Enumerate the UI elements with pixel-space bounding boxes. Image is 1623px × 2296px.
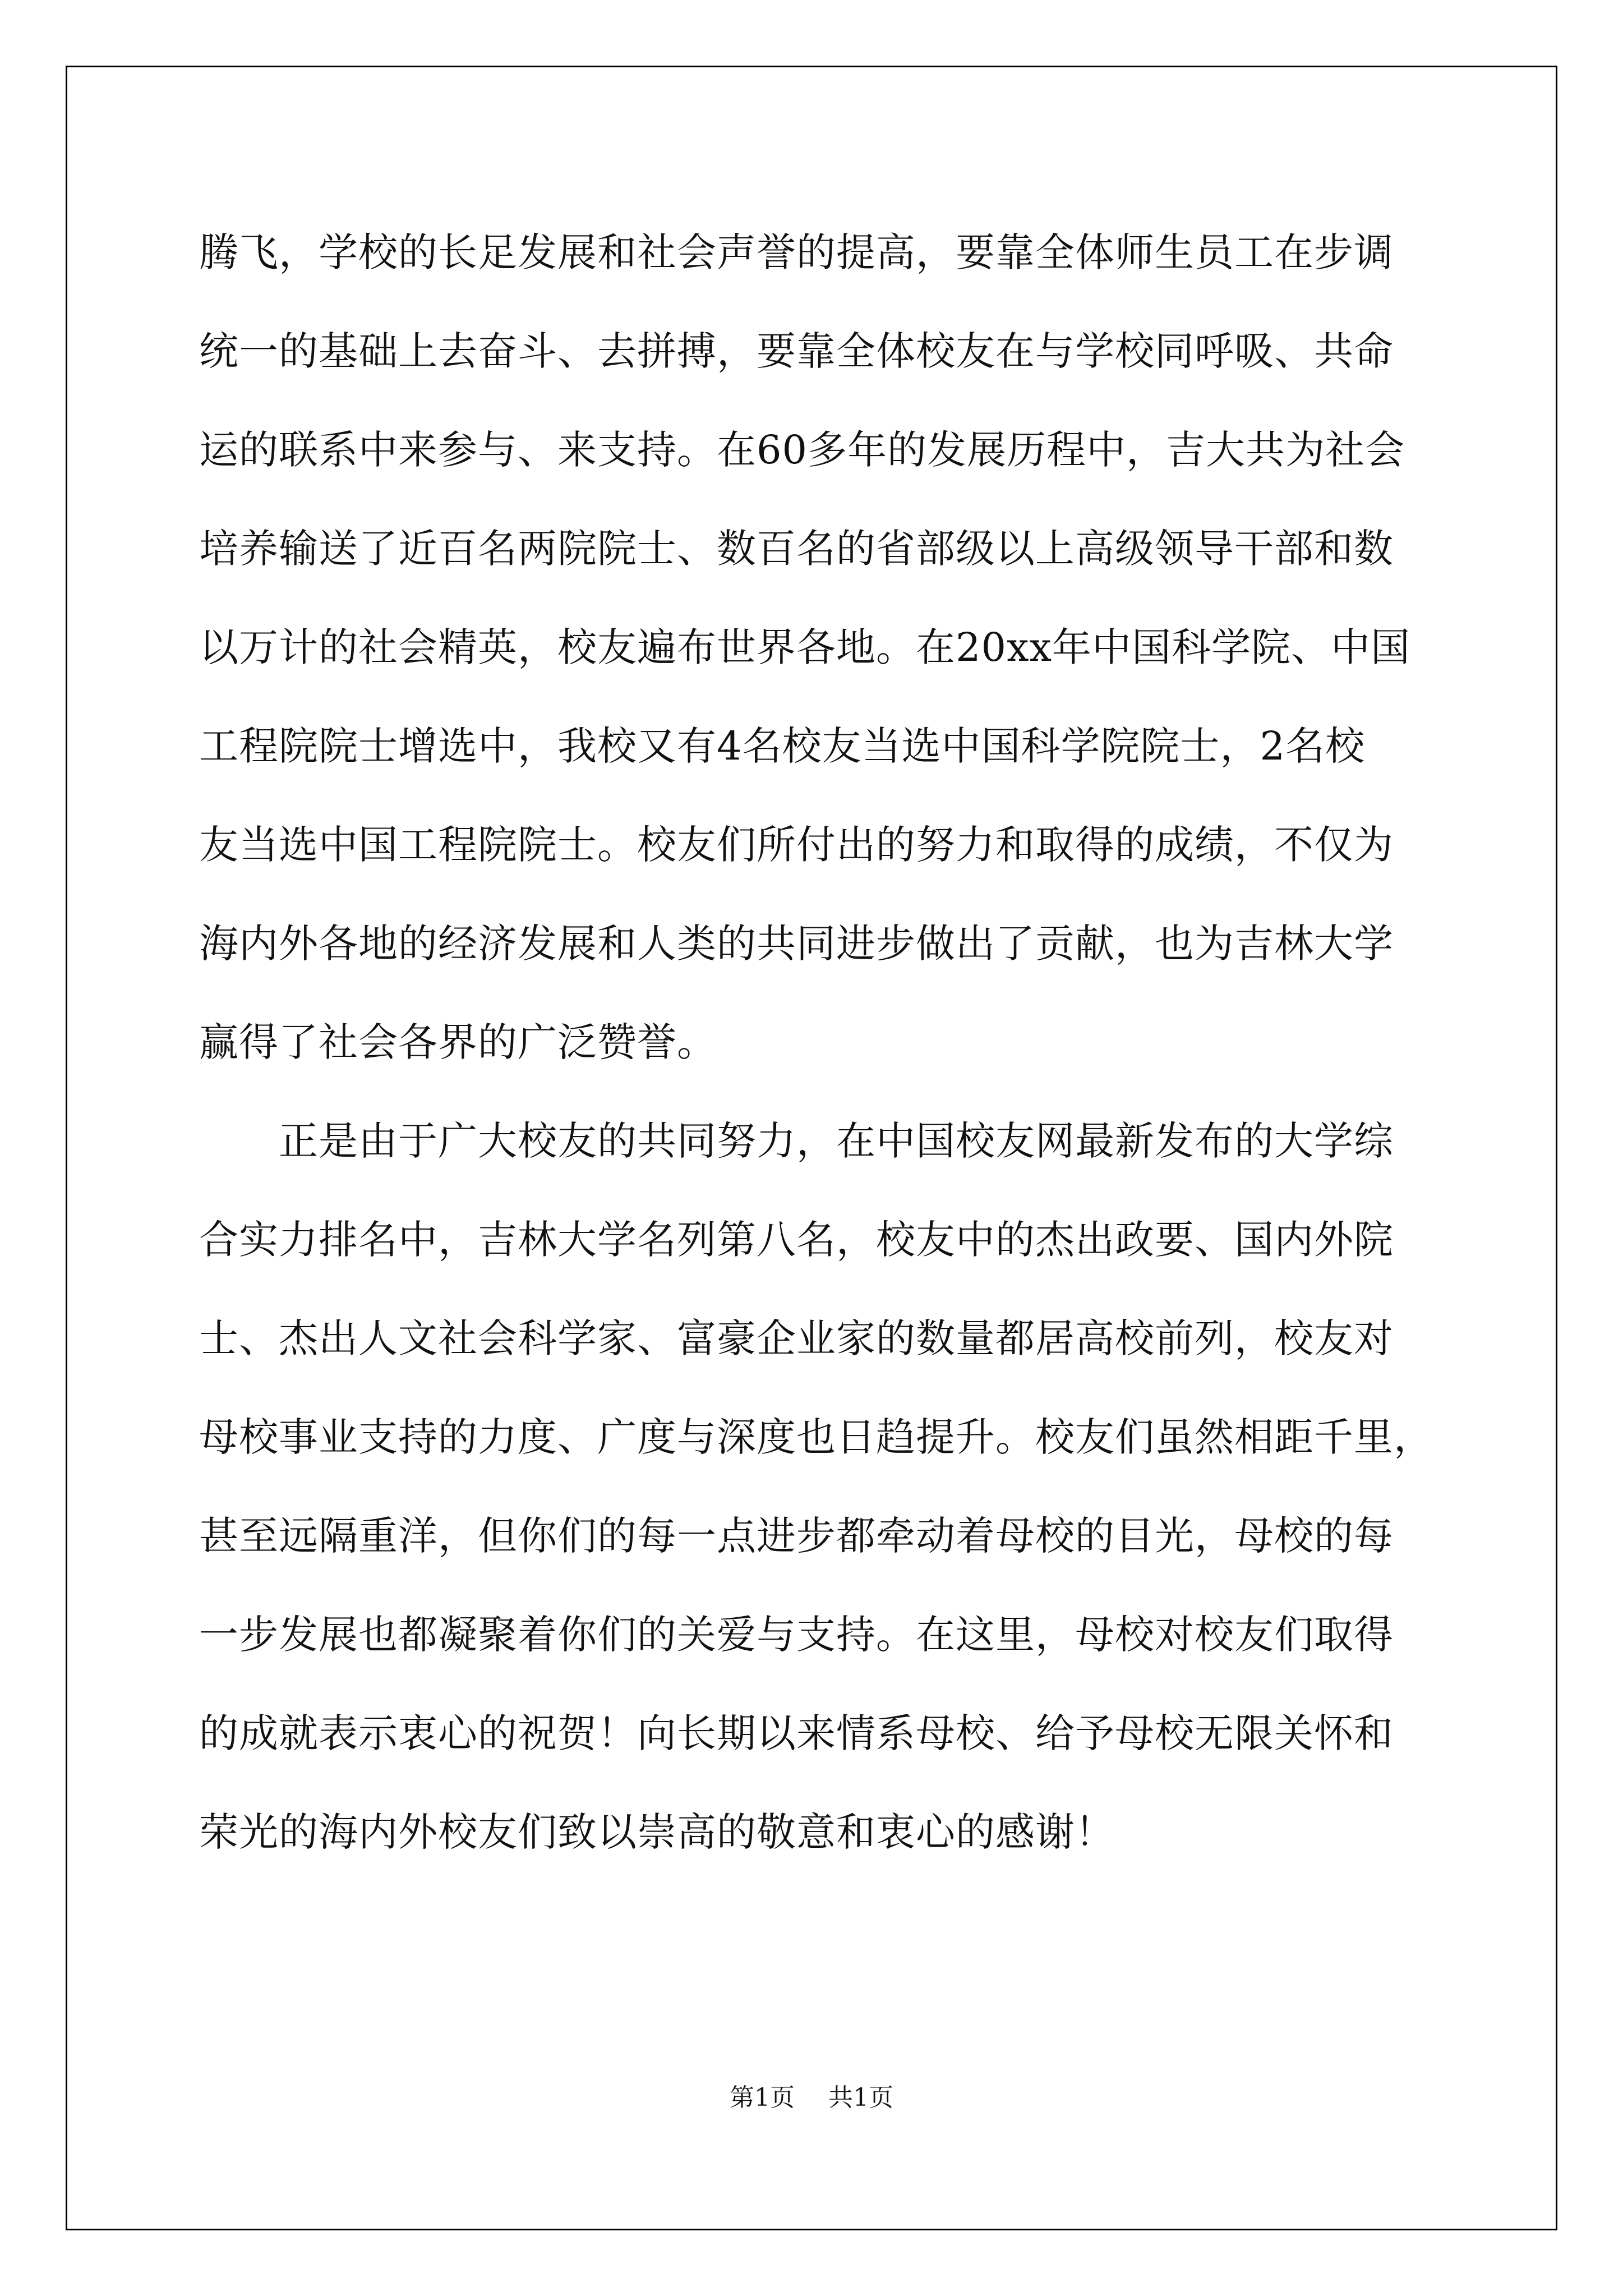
text-line: 以万计的社会精英，校友遍布世界各地。在20xx年中国科学院、中国 bbox=[199, 624, 1411, 670]
text-line: 合实力排名中，吉林大学名列第八名，校友中的杰出政要、国内外院 bbox=[199, 1217, 1394, 1263]
text-line: 一步发展也都凝聚着你们的关爱与支持。在这里，母校对校友们取得 bbox=[199, 1612, 1394, 1658]
text-line: 统一的基础上去奋斗、去拼搏，要靠全体校友在与学校同呼吸、共命 bbox=[199, 328, 1394, 374]
text-line: 的成就表示衷心的祝贺！向长期以来情系母校、给予母校无限关怀和 bbox=[199, 1710, 1394, 1756]
text-line: 甚至远隔重洋，但你们的每一点进步都牵动着母校的目光，母校的每 bbox=[199, 1513, 1394, 1559]
text-line: 正是由于广大校友的共同努力，在中国校友网最新发布的大学综 bbox=[199, 1118, 1394, 1164]
page-footer bbox=[0, 2081, 1623, 2115]
page-total: 共1页 bbox=[828, 2083, 893, 2112]
text-line: 士、杰出人文社会科学家、富豪企业家的数量都居高校前列，校友对 bbox=[199, 1315, 1394, 1361]
text-line: 海内外各地的经济发展和人类的共同进步做出了贡献，也为吉林大学 bbox=[199, 921, 1394, 967]
text-line: 运的联系中来参与、来支持。在60多年的发展历程中，吉大共为社会 bbox=[199, 427, 1405, 473]
text-line: 腾飞，学校的长足发展和社会声誉的提高，要靠全体师生员工在步调 bbox=[199, 229, 1394, 275]
text-line: 赢得了社会各界的广泛赞誉。 bbox=[199, 1019, 717, 1065]
text-line: 荣光的海内外校友们致以崇高的敬意和衷心的感谢！ bbox=[199, 1809, 1115, 1855]
page-number: 第1页 bbox=[730, 2083, 795, 2112]
text-line: 工程院院士增选中，我校又有4名校友当选中国科学院院士，2名校 bbox=[199, 723, 1366, 769]
text-line: 母校事业支持的力度、广度与深度也日趋提升。校友们虽然相距千里， bbox=[199, 1414, 1433, 1460]
text-line: 培养输送了近百名两院院士、数百名的省部级以上高级领导干部和数 bbox=[199, 526, 1394, 572]
text-line: 友当选中国工程院院士。校友们所付出的努力和取得的成绩，不仅为 bbox=[199, 822, 1394, 868]
